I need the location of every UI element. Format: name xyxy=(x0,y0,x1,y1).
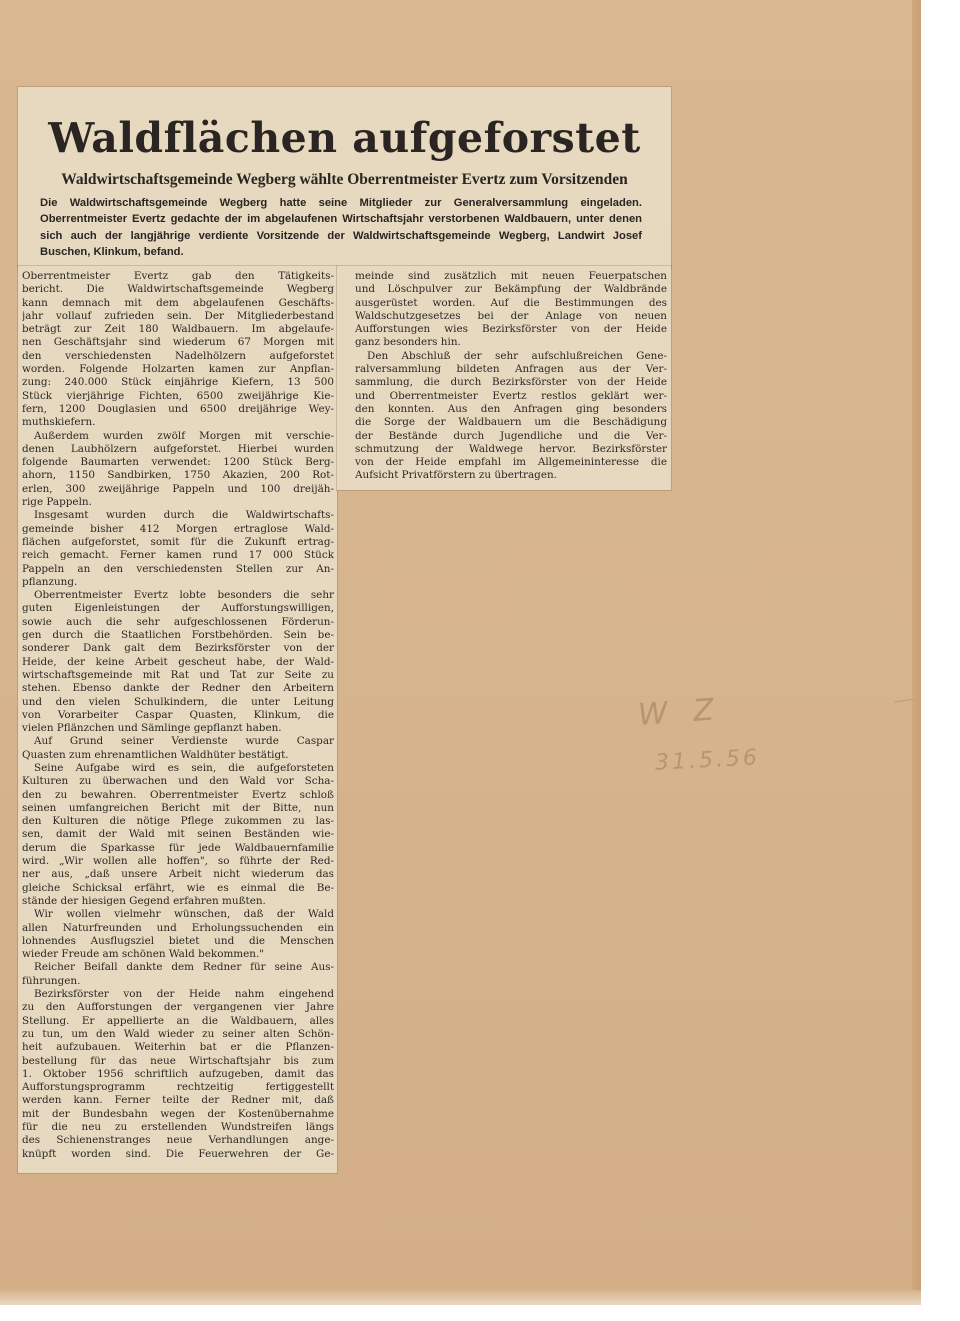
article-line: wieder Freude am schönen Wald bekommen." xyxy=(22,948,265,961)
article-line: den Kulturen die nötige Pflege zukommen zu las- xyxy=(22,815,334,828)
article-line: gen durch die Staatlichen Forstbehörden. Sein be- xyxy=(22,629,334,642)
article-line: werden kann. Ferner teilte der Redner mit, daß xyxy=(22,1094,334,1107)
article-line: Aufsicht Privatförstern zu übertragen. xyxy=(355,469,557,482)
article-line: Heide, der keine Arbeit gescheut habe, der Wald- xyxy=(22,655,334,668)
headline: Waldflächen aufgeforstet xyxy=(48,114,641,162)
article-line: Oberrentmeister Evertz lobte besonders die sehr xyxy=(34,589,334,602)
article-line: von der Heide empfahl im Allgemeininteresse die xyxy=(355,456,667,469)
article-line: rige Pappeln. xyxy=(22,496,92,509)
paper-mark xyxy=(894,699,918,717)
article-line: Bezirksförster von der Heide nahm eingehend xyxy=(34,988,334,1001)
article-line: die Sorge der Waldbauern um die Beschädigung xyxy=(355,416,667,429)
article-line: Seine Aufgabe wird es sein, die aufgeforsteten xyxy=(34,761,334,774)
article-line: ahorn, 1150 Sandbirken, 1750 Akazien, 200 Rot- xyxy=(22,469,334,482)
article-line: Kulturen zu überwachen und den Wald vor Scha- xyxy=(22,775,334,788)
article-line: Stück vierjährige Fichten, 6500 zweijährige Kie- xyxy=(22,389,334,402)
article-line: reich gemacht. Ferner kamen rund 17 000 Stück xyxy=(22,549,334,562)
article-line: stände der hiesigen Gegend erfahren mußten. xyxy=(22,894,266,907)
article-line: ner aus, „daß unsere Arbeit nicht wiederum das xyxy=(22,868,334,881)
sheet-edge xyxy=(912,0,921,1305)
article-line: zu tun, um den Wald wieder zu seiner alten Schön- xyxy=(22,1027,334,1040)
article-line: pflanzung. xyxy=(22,575,78,588)
article-line: meinde sind zusätzlich mit neuen Feuerpatschen xyxy=(355,270,667,282)
article-line: seinen umfangreichen Bericht mit der Bitte, nun xyxy=(22,801,334,814)
article-line: heit aufzubauen. Weiterhin bat er die Pflanzen- xyxy=(22,1041,334,1054)
article-line: fern, 1200 Douglasien und 6500 dreijährige Wey- xyxy=(22,402,334,415)
article-line: zu den Aufforstungen der vergangenen vier Jahre xyxy=(22,1001,334,1014)
article-line: folgende Baumarten verwendet: 1200 Stück Berg- xyxy=(22,456,334,469)
article-line: Aufforstungen wies Bezirksförster von der Heide xyxy=(355,323,667,336)
pencil-date: 31.5.56 xyxy=(654,745,761,776)
article-line: von Vorarbeiter Caspar Quasten, Klinkum, die xyxy=(22,708,334,721)
article-line: des Schienenstranges neue Verhandlungen ange- xyxy=(22,1134,334,1147)
article-line: Aufforstungsprogramm rechtzeitig fertiggestellt xyxy=(22,1081,334,1094)
article-column-left xyxy=(22,270,334,1161)
article-line: führungen. xyxy=(22,974,81,987)
article-line: und Löschpulver zur Bekämpfung der Waldbrände xyxy=(355,283,667,296)
article-line: vielen Pflänzchen und Sämlinge gepflanzt haben. xyxy=(22,722,282,735)
article-line: mit der Bundesbahn wegen der Kostenübernahme xyxy=(22,1107,334,1120)
article-line: stehen. Ebenso dankte der Redner den Arbeitern xyxy=(22,682,334,695)
article-line: ganz besonders hin. xyxy=(355,336,461,349)
article-line: Pappeln an den verschiedensten Stellen zur An- xyxy=(22,562,334,575)
article-line: Außerdem wurden zwölf Morgen mit verschie- xyxy=(34,429,334,442)
article-line: sowie auch die sehr aufgeschlossenen Förderun- xyxy=(22,615,334,628)
article-line: Quasten zum ehrenamtlichen Waldhüter bestätigt. xyxy=(22,748,289,761)
article-line: guten Eigenleistungen der Aufforstungswilligen, xyxy=(22,602,334,615)
article-line: den zu bewahren. Oberrentmeister Evertz schloß xyxy=(22,788,334,801)
article-line: sonderer Dank galt dem Bezirksförster von der xyxy=(22,642,334,655)
article-line: worden. Folgende Holzarten kamen zur Anpflan- xyxy=(22,363,334,376)
article-line: bericht. Die Waldwirtschaftsgemeinde Wegberg xyxy=(22,283,334,296)
article-line: Wir wollen vielmehr wünschen, daß der Wald xyxy=(34,908,334,921)
article-line: knüpft worden sind. Die Feuerwehren der Ge- xyxy=(22,1147,334,1160)
article-column-right xyxy=(355,270,667,483)
article-line: Insgesamt wurden durch die Waldwirtschafts- xyxy=(34,509,334,522)
article-line: und Oberrentmeister Evertz restlos geklärt wer- xyxy=(355,389,667,402)
article-line: Stellung. Er appellierte an die Waldbauern, alles xyxy=(22,1014,334,1027)
article-line: jahr vollauf zufrieden sein. Der Mitgliederbestand xyxy=(22,309,334,322)
article-line: schmutzung der Waldwege hervor. Bezirksförster xyxy=(355,442,667,455)
article-line: gleiche Schicksal erfährt, wie es einmal die Be- xyxy=(22,881,334,894)
article-line: flächen aufgeforstet, somit für die Zukunft ertrag- xyxy=(22,535,334,548)
article-line: erlen, 300 zweijährige Pappeln und 100 dreijäh- xyxy=(22,482,334,495)
article-line: Reicher Beifall dankte dem Redner für seine Aus- xyxy=(34,961,334,974)
article-line: sen, damit der Wald mit seinen Beständen wie- xyxy=(22,828,334,841)
article-line: lohnendes Ausflugsziel bietet und die Menschen xyxy=(22,934,334,947)
article-line: Den Abschluß der sehr aufschlußreichen Gene- xyxy=(367,349,667,362)
sheet-bottom-edge xyxy=(0,1290,921,1305)
article-line: beträgt zur Zeit 180 Waldbauern. Im abgelaufe- xyxy=(22,323,334,336)
article-line: derum die Sparkasse für jede Waldbauernfamilie xyxy=(22,841,334,854)
article-line: den verschiedensten Nadelhölzern aufgeforstet xyxy=(22,349,334,362)
article-line: muthskiefern. xyxy=(22,416,96,429)
article-line: Oberrentmeister Evertz gab den Tätigkeits- xyxy=(22,270,334,282)
article-line: sammlung, die durch Bezirksförster von der Heide xyxy=(355,376,667,389)
lead-paragraph: Die Waldwirtschaftsgemeinde Wegberg hatte seine Mitglieder zur Generalversammlung eingeladen. Oberrentmeister Evertz gedachte der im abgelaufenen Wirtschaftsjahr verstorbenen Waldbauern, unter denen sich auch der langjährige verdiente Vorsitzende der Waldwirtschaftsgemeinde Wegberg, Landwirt Josef Buschen, Klinkum, befand. xyxy=(40,197,642,259)
article-line: 1. Oktober 1956 schriftlich aufzugeben, damit das xyxy=(22,1067,334,1080)
article-line: Auf Grund seiner Verdienste wurde Caspar xyxy=(34,735,334,748)
article-line: für die neu zu erstellenden Wundstreifen längs xyxy=(22,1121,334,1133)
subheadline: Waldwirtschaftsgemeinde Wegberg wählte Oberrentmeister Evertz zum Vorsitzenden xyxy=(61,171,628,188)
article-line: Waldschutzgesetzes bei der Anlage von neuen xyxy=(355,309,667,322)
article-line: gemeinde bisher 412 Morgen ertraglose Wald- xyxy=(22,522,334,535)
article-line: den konnten. Aus den Anfragen ging besonders xyxy=(355,402,667,415)
article-line: zung: 240.000 Stück einjährige Kiefern, 13 500 xyxy=(22,376,334,389)
article-line: wird. „Wir wollen alle hoffen", so führte der Red- xyxy=(22,855,334,868)
article-line: wirtschaftsgemeinde mit Rat und Tat zur Seite zu xyxy=(22,668,334,681)
pencil-initials: W Z xyxy=(636,692,723,733)
article-line: ausgerüstet worden. Auf die Bestimmungen des xyxy=(355,296,667,309)
article-line: denen Laubhölzern aufgeforstet. Hierbei wurden xyxy=(22,442,334,455)
article-line: bestellung für das neue Wirtschaftsjahr bis zum xyxy=(22,1054,334,1067)
article-line: nen Geschäftsjahr sind wiederum 67 Morgen mit xyxy=(22,336,334,349)
article-line: ralversammlung bildeten Anfragen aus der Ver- xyxy=(355,363,667,376)
article-line: allen Naturfreunden und Erholungssuchenden ein xyxy=(22,921,334,934)
article-line: und den vielen Schulkindern, die unter Leitung xyxy=(22,695,334,708)
article-line: kann demnach mit dem abgelaufenen Geschäfts- xyxy=(22,296,334,309)
article-line: der Bestände durch Jugendliche und die Ver- xyxy=(355,429,667,442)
